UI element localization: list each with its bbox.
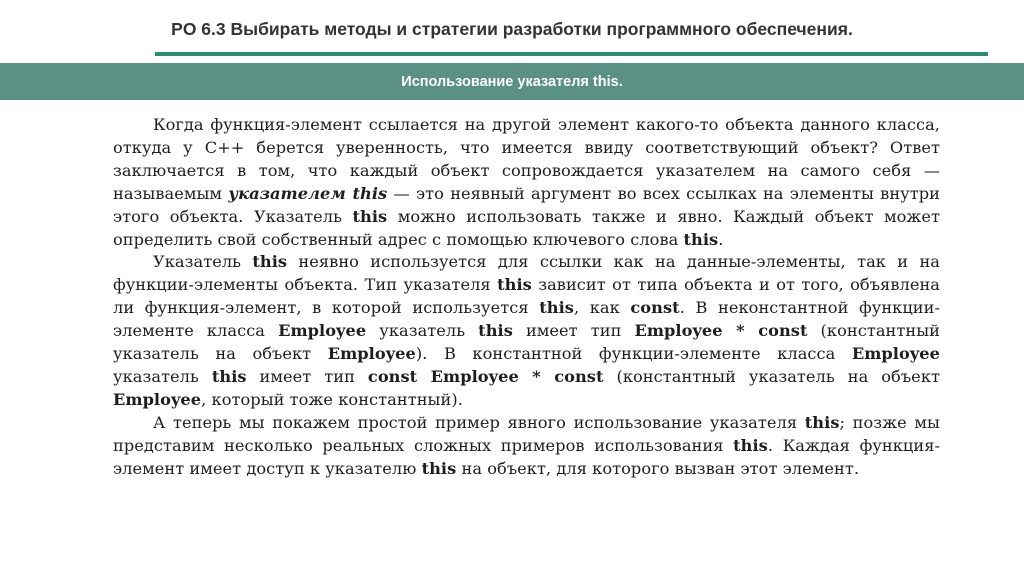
paragraph-text: Указатель [153,252,253,272]
slide-title: PO 6.3 Выбирать методы и стратегии разработки программного обеспечения. [171,19,853,39]
keyword-text: const Employee * const [367,366,604,386]
keyword-text: this [804,412,840,432]
paragraph [113,412,940,481]
paragraph-text: ). В константной функции-элементе класса [415,344,852,364]
keyword-text: Employee [327,344,416,364]
keyword-text: const [630,298,680,318]
paragraph-text: , который тоже константный). [201,389,463,409]
keyword-text: Employee [851,344,940,364]
paragraph-text: имеет тип [246,366,368,386]
paragraph [113,114,940,251]
paragraph-text: А теперь мы покажем простой пример явного использование указателя [153,412,805,432]
keyword-text: Employee [278,321,367,341]
paragraph-text: ; позже мы представим несколько реальных сложных примеров использования [113,412,940,455]
keyword-text: this [352,206,388,226]
paragraph-text: можно использовать также и явно. Каждый объект может определить свой собственный адрес с помощью ключевого слова [113,206,941,249]
keyword-text: this [683,229,719,249]
paragraph-text: . Каждая функция-элемент имеет доступ к указателю [113,435,940,478]
keyword-text: Employee * const [634,321,808,341]
paragraph-text: имеет тип [512,321,635,341]
title-underline [155,52,988,56]
keyword-text: Employee [113,389,202,409]
paragraph [113,251,940,411]
paragraph-text: (константный указатель на объект [113,321,940,364]
paragraph-text: . [718,229,724,249]
paragraph-text: неявно используется для ссылки как на данные-элементы, так и на функции-элементы объекта. Тип указателя [113,252,940,295]
keyword-text: this [733,435,768,455]
paragraph-text: указатель [366,321,479,341]
document-body [113,114,940,481]
paragraph-text: зависит от типа объекта и от того, объявлена ли функция-элемент, в которой используется [113,275,940,318]
paragraph-text: — это неявный аргумент во всех ссылках на элементы внутри этого объекта. Указатель [113,183,941,226]
section-banner-text: Использование указателя this. [401,73,623,90]
paragraph-text: Когда функция-элемент ссылается на другой элемент какого-то объекта данного класса, откуда у С++ берется уверенность, что имеется ввиду соответствующий объект? Ответ заключается в том, что каждый объект сопровождается указателем на самого себя — называемым [113,115,940,203]
keyword-text: this [539,298,574,318]
section-banner [0,63,1024,100]
keyword-text: this [421,458,457,478]
keyword-text: this [252,252,288,272]
paragraph-text: на объект, для которого вызван этот элемент. [456,458,860,478]
keyword-text: указателем this [228,183,388,203]
paragraph-text: , как [573,298,631,318]
paragraph-text: указатель [113,366,212,386]
paragraph-text: . В неконстантной функции-элементе класса [113,298,940,341]
keyword-text: this [478,321,513,341]
paragraph-text: (константный указатель на объект [603,366,940,386]
keyword-text: this [497,275,532,295]
keyword-text: this [211,366,247,386]
